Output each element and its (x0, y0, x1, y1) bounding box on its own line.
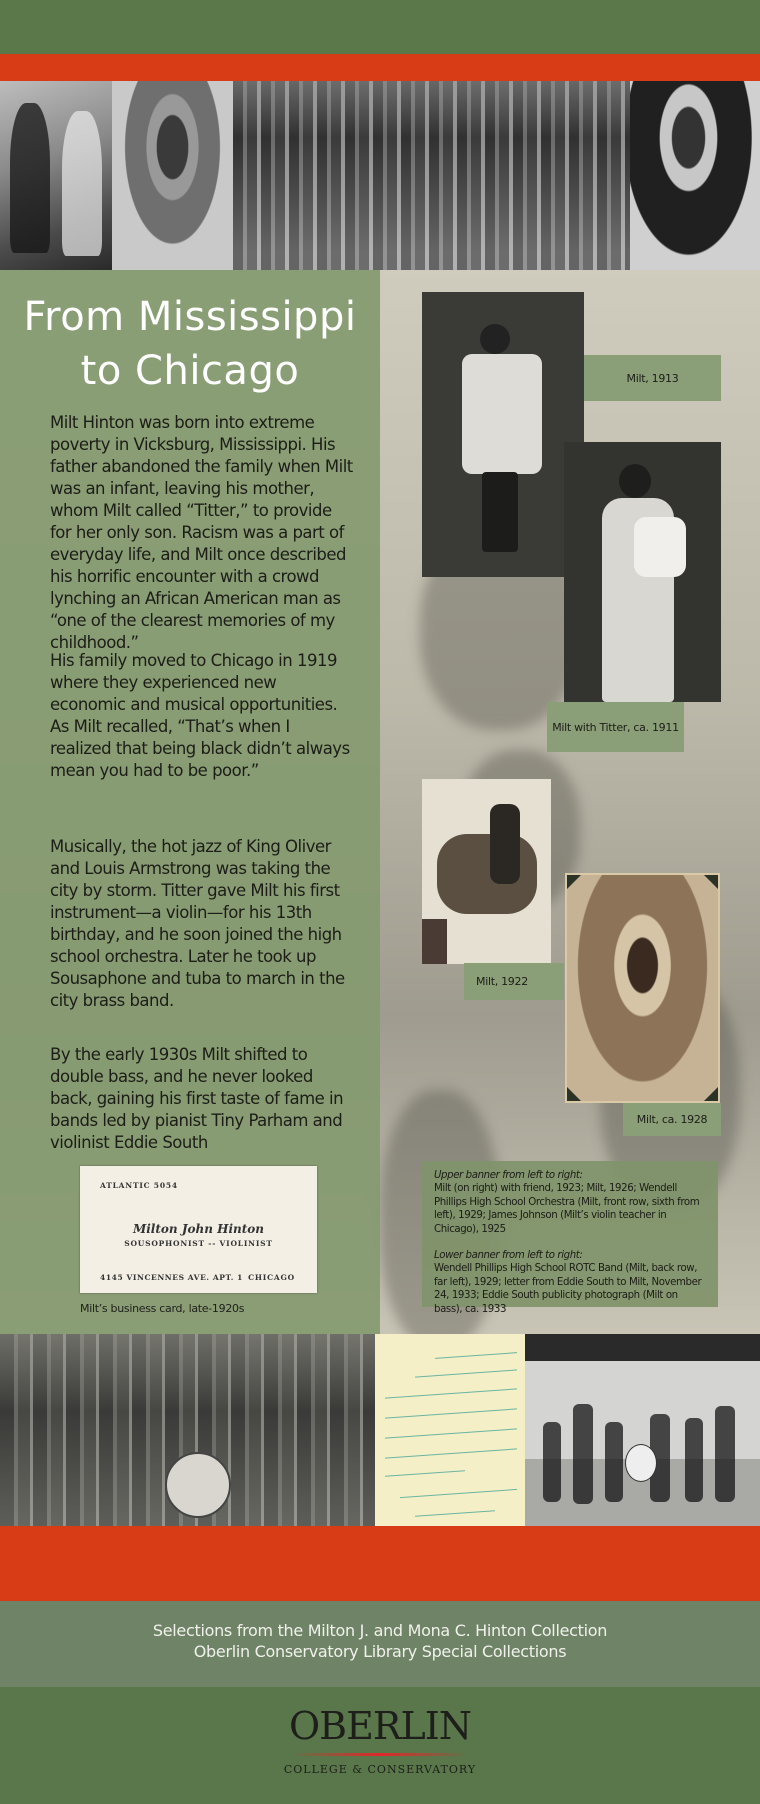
business-card-caption: Milt’s business card, late-1920s (80, 1302, 245, 1315)
caption-milt-with-titter-1911: Milt with Titter, ca. 1911 (547, 702, 684, 752)
bass-drum-icon (625, 1444, 657, 1482)
top-green-band (0, 0, 760, 54)
photo-milt-ca-1928 (565, 873, 720, 1103)
top-red-band (0, 54, 760, 81)
business-card (80, 1166, 317, 1293)
caption-milt-1913: Milt, 1913 (584, 355, 721, 401)
oberlin-logo-wordmark: OBERLIN (289, 1704, 471, 1748)
upper-banner-label: Upper banner from left to right: (434, 1170, 583, 1181)
card-name: Milton John Hinton (132, 1222, 265, 1236)
collection-credit-line-2: Oberlin Conservatory Library Special Collections (193, 1642, 567, 1661)
page-title (0, 290, 380, 398)
photo-eddie-south-publicity-1933 (525, 1334, 760, 1526)
paragraph-double-bass: By the early 1930s Milt shifted to double bass, and he never looked back, gaining his first taste of fame in bands led by pianist Tiny Parham and violinist Eddie South (50, 1045, 344, 1152)
image-credits (422, 1161, 718, 1315)
photo-rotc-band-1929 (0, 1334, 375, 1526)
photo-high-school-orchestra-1929 (233, 81, 630, 270)
paragraph-early-life: Milt Hinton was born into extreme poverty in Vicksburg, Mississippi. His father abandoned the family when Milt was an infant, leaving his mother, whom Milt called “Titter,” to provide for her only son. Racism was a part of everyday life, and Milt once described his horrific encounter with a crowd lynching an African American man as “one of the clearest memories of my childhood.” (50, 413, 353, 652)
bass-drum-icon (165, 1452, 231, 1518)
photo-milt-with-friend-1923 (0, 81, 112, 270)
photo-milt-1926 (112, 81, 233, 270)
bottom-red-band (0, 1526, 760, 1601)
lower-banner-credits: Wendell Phillips High School ROTC Band (Milt, back row, far left), 1929; letter from Eddie South to Milt, November 24, 1933; Eddie South publicity photograph (Milt on bass), ca. 1933 (434, 1263, 702, 1315)
photo-milt-1922 (422, 779, 551, 964)
card-city: CHICAGO (248, 1273, 295, 1282)
photo-james-johnson-1925 (630, 81, 760, 270)
photo-milt-1913 (422, 292, 584, 577)
collection-credit (0, 1620, 760, 1662)
paragraph-musical-beginnings: Musically, the hot jazz of King Oliver and Louis Armstrong was taking the city by storm. Titter gave Milt his first instrument—a violin—for his 13th birthday, and he soon joined the high school orchestra. Later he took up Sousaphone and tuba to march in the city brass band. (50, 837, 345, 1010)
caption-milt-1922: Milt, 1922 (464, 963, 564, 1000)
paragraph-move-to-chicago: His family moved to Chicago in 1919 where they experienced new economic and musical opportunities. As Milt recalled, “That’s when I realized that being black didn’t always mean you had to be poor.” (50, 651, 350, 780)
oberlin-logo-subtitle: COLLEGE & CONSERVATORY (283, 1763, 477, 1776)
collection-credit-line-1: Selections from the Milton J. and Mona C. Hinton Collection (152, 1621, 608, 1640)
photo-eddie-south-letter-1933 (375, 1334, 525, 1526)
lower-banner-label: Lower banner from left to right: (434, 1250, 583, 1262)
card-role: SOUSOPHONIST -- VIOLINIST (124, 1239, 273, 1248)
upper-banner-credits: Milt (on right) with friend, 1923; Milt, 1926; Wendell Phillips High School Orchestra (Milt, front row, sixth from left), 1929; James Johnson (Milt’s violin teacher in Chicago), 1925 (434, 1183, 700, 1235)
logo-red-rule (292, 1753, 468, 1756)
title-line-1: From Mississippi (23, 294, 357, 340)
photo-milt-with-titter-1911 (564, 442, 721, 702)
card-phone: ATLANTIC 5054 (100, 1181, 178, 1190)
title-line-2: to Chicago (80, 348, 300, 394)
card-address: 4145 VINCENNES AVE. APT. 1 (100, 1273, 243, 1282)
caption-milt-ca-1928: Milt, ca. 1928 (623, 1103, 721, 1136)
